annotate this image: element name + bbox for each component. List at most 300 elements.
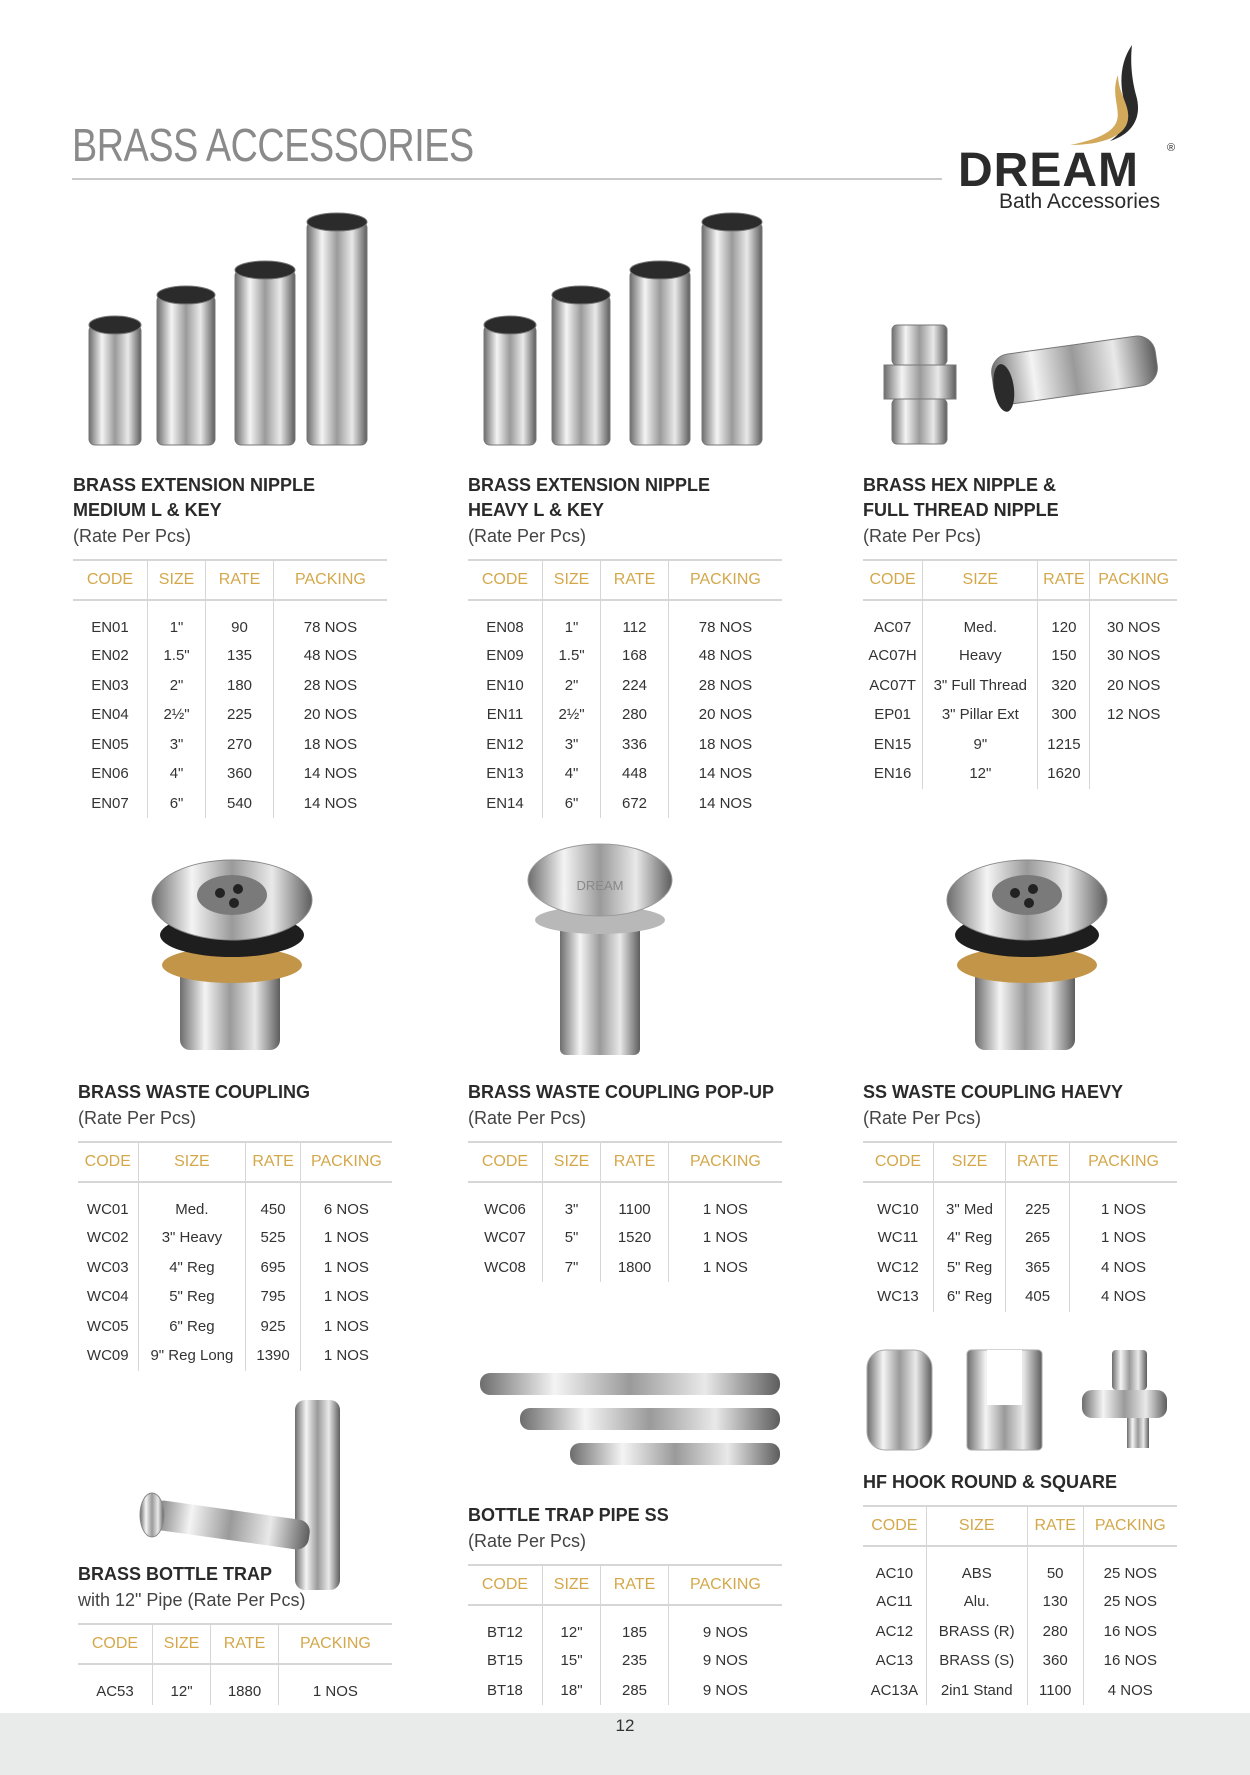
table-cell: 3" Full Thread [923,671,1038,701]
table-cell: 168 [601,641,669,671]
table-cell: WC02 [86,1229,129,1247]
table-row [863,759,1177,789]
table-cell: 540 [206,789,274,819]
table-cell: BT15 [487,1652,523,1670]
table-cell: 2" [147,671,205,701]
table-cell: BRASS (R) [926,1617,1027,1647]
table-cell: WC08 [484,1258,526,1276]
table-row [78,1182,392,1223]
table-cell: 270 [206,730,274,760]
section-title: BRASS HEX NIPPLE & [863,475,1057,495]
column-header: CODE [468,1565,542,1605]
table-cell: 15" [542,1646,600,1676]
table-row [863,641,1177,671]
column-header: PACKING [1070,1142,1177,1182]
table-cell: AC12 [875,1622,914,1640]
table-cell: 1 NOS [278,1664,392,1705]
table-cell: 48 NOS [273,641,387,671]
table-cell: AC53 [96,1682,134,1700]
table-cell: 78 NOS [668,600,782,641]
table-header-row [73,560,387,600]
extension-nipple-heavy-image [480,210,770,460]
column-header: RATE [1038,560,1090,600]
column-header: SIZE [542,560,600,600]
table-cell: 90 [206,600,274,641]
table-cell: 336 [601,730,669,760]
table-cell: Alu. [926,1587,1027,1617]
table-cell: WC07 [484,1229,526,1247]
column-header: SIZE [152,1624,210,1664]
section-title-line2: FULL THREAD NIPPLE [863,500,1059,520]
table-cell: AC13A [870,1681,919,1699]
table-cell: AC07 [873,618,912,636]
column-header: RATE [246,1142,301,1182]
table-row [468,600,782,641]
table-cell: 320 [1038,671,1090,701]
table-cell: 4" Reg [933,1223,1005,1253]
table-row [73,789,387,819]
table-row [863,700,1177,730]
section-title: BRASS BOTTLE TRAP [78,1564,273,1584]
table-cell: 18 NOS [273,730,387,760]
column-header: CODE [468,1142,542,1182]
table-cell: 5" [542,1223,600,1253]
table-row [78,1312,392,1342]
section-subtitle: (Rate Per Pcs) [863,526,982,546]
table-row [468,1253,782,1283]
hex-nipple-image [862,320,1172,450]
brand-logo [950,45,1180,215]
table-cell: EP01 [874,706,911,724]
table-cell: 224 [601,671,669,701]
section-hf-hook [863,1470,1183,1705]
table-cell: 2" [542,671,600,701]
table-cell: 4" Reg [138,1253,246,1283]
table-cell: 1100 [1027,1676,1083,1706]
table-row [73,759,387,789]
table-row [78,1664,392,1705]
table-cell: 3" Med [933,1182,1005,1223]
section-title: BRASS WASTE COUPLING POP-UP [468,1082,775,1102]
section-title: BRASS EXTENSION NIPPLE [468,475,711,495]
table-cell: WC05 [86,1317,129,1335]
table-cell: 14 NOS [273,789,387,819]
table-cell: 20 NOS [668,700,782,730]
table-cell: 1390 [246,1341,301,1371]
table-cell: WC06 [484,1200,526,1218]
table-cell: 5" Reg [138,1282,246,1312]
table-row [468,759,782,789]
table-row [78,1223,392,1253]
column-header: PACKING [668,1142,782,1182]
table-cell: EN05 [91,735,129,753]
column-header: CODE [468,560,542,600]
table-row [468,789,782,819]
column-header: RATE [601,1142,669,1182]
price-table [468,1564,782,1705]
table-cell [1090,730,1177,760]
price-table [468,559,782,818]
brand-tagline: Bath Accessories [999,190,1161,213]
table-cell: 9" Reg Long [138,1341,246,1371]
table-row [863,671,1177,701]
table-cell: 360 [206,759,274,789]
table-cell: 14 NOS [668,759,782,789]
table-cell: WC10 [877,1200,919,1218]
price-table [78,1141,392,1371]
waste-coupling-image [150,855,315,1055]
table-row [73,671,387,701]
section-title: BRASS WASTE COUPLING [78,1082,311,1102]
table-cell: 12" [152,1664,210,1705]
table-row [863,1253,1177,1283]
table-cell: 1 NOS [668,1223,782,1253]
table-cell: 365 [1006,1253,1070,1283]
price-table [863,1505,1177,1705]
table-cell: 7" [542,1253,600,1283]
table-cell: 3" [147,730,205,760]
table-cell: 9 NOS [668,1605,782,1646]
table-cell: 150 [1038,641,1090,671]
column-header: RATE [206,560,274,600]
table-row [863,1646,1177,1676]
table-cell: 300 [1038,700,1090,730]
table-row [863,1282,1177,1312]
table-cell: 28 NOS [273,671,387,701]
table-cell: EN02 [91,647,129,665]
table-cell: 1" [147,600,205,641]
table-cell: 25 NOS [1083,1546,1177,1587]
brand-name: DREAM [958,144,1139,197]
column-header: CODE [863,1142,933,1182]
column-header: PACKING [273,560,387,600]
table-cell: 30 NOS [1090,641,1177,671]
table-cell: WC11 [877,1229,919,1247]
column-header: PACKING [1083,1506,1177,1546]
section-title: BRASS EXTENSION NIPPLE [73,475,316,495]
column-header: CODE [78,1142,138,1182]
table-row [468,730,782,760]
section-title-line2: MEDIUM L & KEY [73,500,222,520]
table-cell: 50 [1027,1546,1083,1587]
table-cell: EN08 [486,618,524,636]
table-cell: EN04 [91,706,129,724]
table-row [73,600,387,641]
bottle-trap-pipe-image [475,1370,785,1480]
table-cell: 4" [147,759,205,789]
section-ss-waste-coupling [863,1080,1183,1312]
table-cell: AC11 [876,1593,913,1611]
section-waste-coupling [78,1080,398,1371]
popup-logo-text: DREAM [576,878,624,893]
table-cell: 1.5" [542,641,600,671]
table-cell: EN13 [486,765,524,783]
table-cell: 18 NOS [668,730,782,760]
table-row [468,671,782,701]
table-cell: 3" Heavy [138,1223,246,1253]
table-cell: 1520 [601,1223,669,1253]
waste-coupling-popup-image [525,840,675,1060]
table-row [468,1646,782,1676]
table-cell: EN09 [486,647,524,665]
column-header: RATE [211,1624,279,1664]
column-header: PACKING [668,1565,782,1605]
table-header-row [468,1565,782,1605]
table-cell: 3" [542,730,600,760]
table-cell: 1620 [1038,759,1090,789]
table-cell: 120 [1038,600,1090,641]
section-title: SS WASTE COUPLING HAEVY [863,1082,1124,1102]
table-cell: 1880 [211,1664,279,1705]
section-brass-bottle-trap [78,1562,398,1705]
table-cell: 1 NOS [300,1341,392,1371]
section-hex-nipple [863,473,1183,789]
table-cell: 180 [206,671,274,701]
table-cell: 2½" [147,700,205,730]
section-subtitle: (Rate Per Pcs) [468,1531,587,1551]
table-cell: 28 NOS [668,671,782,701]
table-row [863,1676,1177,1706]
table-header-row [468,1142,782,1182]
table-cell: 4 NOS [1070,1253,1177,1283]
table-header-row [78,1624,392,1664]
table-cell: 405 [1006,1282,1070,1312]
column-header: SIZE [923,560,1038,600]
section-subtitle: (Rate Per Pcs) [863,1108,982,1128]
table-cell: 1215 [1038,730,1090,760]
table-cell: 9" [923,730,1038,760]
table-cell: EN15 [873,735,912,753]
table-cell: EN16 [873,765,912,783]
column-header: RATE [1027,1506,1083,1546]
table-row [863,1223,1177,1253]
table-cell: 280 [1027,1617,1083,1647]
registered-mark: ® [1167,142,1176,154]
table-cell: 9 NOS [668,1646,782,1676]
table-cell: 14 NOS [273,759,387,789]
title-divider [72,178,942,180]
table-cell: 16 NOS [1083,1646,1177,1676]
column-header: PACKING [1090,560,1177,600]
table-cell: 6" Reg [933,1282,1005,1312]
column-header: PACKING [668,560,782,600]
table-row [78,1253,392,1283]
table-row [468,641,782,671]
table-cell: 695 [246,1253,301,1283]
table-header-row [468,560,782,600]
table-row [468,1676,782,1706]
table-cell: 672 [601,789,669,819]
column-header: RATE [1006,1142,1070,1182]
section-subtitle: (Rate Per Pcs) [78,1108,197,1128]
table-cell: 1 NOS [300,1312,392,1342]
section-title: HF HOOK ROUND & SQUARE [863,1472,1118,1492]
table-cell: WC09 [86,1347,129,1365]
column-header: CODE [73,560,147,600]
section-title-line2: HEAVY L & KEY [468,500,605,520]
table-cell: 12" [542,1605,600,1646]
table-header-row [78,1142,392,1182]
ss-waste-coupling-image [945,855,1110,1055]
price-table [73,559,387,818]
table-row [78,1341,392,1371]
price-table [863,1141,1177,1312]
table-cell: 2½" [542,700,600,730]
table-cell: 30 NOS [1090,600,1177,641]
table-cell: 78 NOS [273,600,387,641]
hf-hook-image [862,1345,1177,1455]
table-cell: 1 NOS [1070,1223,1177,1253]
section-subtitle: with 12" Pipe (Rate Per Pcs) [78,1590,306,1610]
table-cell: 225 [206,700,274,730]
column-header: CODE [863,1506,926,1546]
column-header: SIZE [933,1142,1005,1182]
table-cell: AC10 [875,1564,914,1582]
table-cell: 1" [542,600,600,641]
table-row [863,1182,1177,1223]
price-table [78,1623,392,1705]
table-cell: BT12 [487,1623,523,1641]
table-cell: 3" [542,1182,600,1223]
table-row [73,730,387,760]
section-extension-nipple-heavy [468,473,788,818]
column-header: SIZE [926,1506,1027,1546]
section-extension-nipple-medium [73,473,393,818]
table-cell: 12" [923,759,1038,789]
column-header: RATE [601,1565,669,1605]
section-subtitle: (Rate Per Pcs) [468,1108,587,1128]
table-cell: 18" [542,1676,600,1706]
table-row [468,700,782,730]
column-header: SIZE [138,1142,246,1182]
table-cell: AC07H [868,647,917,665]
table-cell: 1800 [601,1253,669,1283]
table-cell: 135 [206,641,274,671]
table-cell: BRASS (S) [926,1646,1027,1676]
table-cell: 6" [147,789,205,819]
column-header: RATE [601,560,669,600]
table-cell: 1 NOS [668,1253,782,1283]
column-header: CODE [78,1624,152,1664]
column-header: SIZE [147,560,205,600]
section-subtitle: (Rate Per Pcs) [73,526,192,546]
table-cell: 9 NOS [668,1676,782,1706]
table-cell: Med. [923,600,1038,641]
table-cell: Med. [138,1182,246,1223]
table-cell: WC04 [86,1288,129,1306]
table-cell: 2in1 Stand [926,1676,1027,1706]
table-cell: 4" [542,759,600,789]
table-cell: 1 NOS [668,1182,782,1223]
table-cell: 1 NOS [1070,1182,1177,1223]
table-cell: 3" Pillar Ext [923,700,1038,730]
table-cell: WC01 [86,1200,129,1218]
table-row [863,1546,1177,1587]
table-cell: WC03 [86,1258,129,1276]
table-cell: 4 NOS [1083,1676,1177,1706]
table-cell: 450 [246,1182,301,1223]
column-header: PACKING [300,1142,392,1182]
table-header-row [863,1142,1177,1182]
table-cell: 360 [1027,1646,1083,1676]
table-cell: 265 [1006,1223,1070,1253]
table-cell: 1 NOS [300,1282,392,1312]
table-cell: 795 [246,1282,301,1312]
table-row [863,600,1177,641]
table-cell: EN12 [486,735,524,753]
table-cell: 285 [601,1676,669,1706]
page-number: 12 [615,1716,635,1735]
table-cell: EN11 [486,706,524,724]
table-cell: 16 NOS [1083,1617,1177,1647]
table-cell: WC13 [877,1288,919,1306]
table-cell: 6" Reg [138,1312,246,1342]
section-subtitle: (Rate Per Pcs) [468,526,587,546]
table-cell: 48 NOS [668,641,782,671]
column-header: PACKING [278,1624,392,1664]
extension-nipple-medium-image [85,210,375,460]
table-cell: EN06 [91,765,129,783]
table-row [73,700,387,730]
table-cell: EN14 [486,794,524,812]
table-cell: EN10 [486,676,524,694]
table-cell: WC12 [877,1258,919,1276]
table-row [863,1587,1177,1617]
table-cell: 1 NOS [300,1223,392,1253]
table-header-row [863,560,1177,600]
table-cell: 235 [601,1646,669,1676]
page-title: BRASS ACCESSORIES [72,119,474,171]
column-header: CODE [863,560,923,600]
table-row [468,1182,782,1223]
table-cell: BT18 [487,1681,523,1699]
table-cell: EN07 [91,794,129,812]
section-waste-coupling-popup [468,1080,788,1282]
table-cell: 225 [1006,1182,1070,1223]
table-cell: 925 [246,1312,301,1342]
table-cell: 20 NOS [1090,671,1177,701]
table-cell: 6 NOS [300,1182,392,1223]
table-cell: 4 NOS [1070,1282,1177,1312]
table-cell: 112 [601,600,669,641]
price-table [863,559,1177,789]
table-cell: 448 [601,759,669,789]
table-cell: 1.5" [147,641,205,671]
table-cell: 25 NOS [1083,1587,1177,1617]
table-header-row [863,1506,1177,1546]
table-cell: 6" [542,789,600,819]
table-row [468,1605,782,1646]
table-cell: EN03 [91,676,129,694]
column-header: SIZE [542,1565,600,1605]
table-row [78,1282,392,1312]
table-cell: 12 NOS [1090,700,1177,730]
table-row [468,1223,782,1253]
section-bottle-trap-pipe [468,1503,788,1705]
table-cell: 130 [1027,1587,1083,1617]
table-cell: AC13 [875,1652,914,1670]
flame-logo-icon [950,45,1180,145]
table-cell: EN01 [91,618,129,636]
table-cell: 5" Reg [933,1253,1005,1283]
table-cell: 1100 [601,1182,669,1223]
table-cell: 14 NOS [668,789,782,819]
price-table [468,1141,782,1282]
table-cell: Heavy [923,641,1038,671]
table-row [73,641,387,671]
table-cell [1090,759,1177,789]
table-row [863,1617,1177,1647]
